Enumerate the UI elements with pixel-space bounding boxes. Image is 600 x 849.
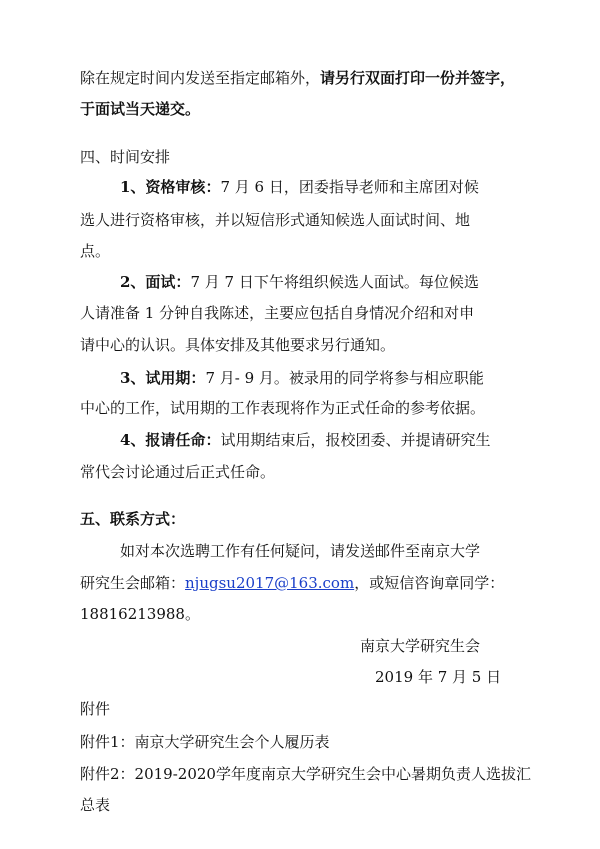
attachments-title: 附件 — [80, 700, 111, 718]
item-1-line-3: 点。 — [80, 242, 111, 260]
section-5-heading: 五、联系方式： — [80, 510, 186, 528]
signature-date: 2019 年 7 月 5 日 — [375, 668, 502, 686]
intro-line-2: 于面试当天递交。 — [80, 100, 201, 118]
item-4-label: 4、报请任命： — [120, 431, 221, 449]
email-link[interactable]: njugsu2017@163.com — [185, 574, 355, 592]
item-3-label: 3、试用期： — [120, 369, 206, 387]
intro-text: 除在规定时间内发送至指定邮箱外， — [80, 69, 321, 87]
section-4-heading: 四、时间安排 — [80, 148, 171, 166]
item-2-line-2: 人请准备 1 分钟自我陈述，主要应包括自身情况介绍和对申 — [80, 304, 475, 322]
item-1-label: 1、资格审核： — [120, 178, 221, 196]
contact-phone: 18816213988。 — [80, 605, 200, 623]
contact-line-1: 如对本次选聘工作有任何疑问，请发送邮件至南京大学 — [120, 542, 481, 560]
attachment-2-line-2: 总表 — [80, 796, 111, 814]
signature-org: 南京大学研究生会 — [360, 637, 481, 655]
item-4-line-1: 4、报请任命：试用期结束后，报校团委、并提请研究生 — [120, 431, 491, 449]
intro-emphasis: 请另行双面打印一份并签字， — [320, 69, 516, 87]
item-3-line-2: 中心的工作，试用期的工作表现将作为正式任命的参考依据。 — [80, 399, 486, 417]
item-3-line-1: 3、试用期：7 月- 9 月。被录用的同学将参与相应职能 — [120, 369, 484, 387]
attachment-1: 附件1：南京大学研究生会个人履历表 — [80, 733, 330, 751]
intro-line-1 — [80, 68, 515, 88]
contact-line-2: 研究生会邮箱：njugsu2017@163.com，或短信咨询章同学： — [80, 574, 505, 592]
item-2-line-3: 请中心的认识。具体安排及其他要求另行通知。 — [80, 336, 396, 354]
item-1-line-1: 1、资格审核：7 月 6 日，团委指导老师和主席团对候 — [120, 178, 479, 196]
item-2-label: 2、面试： — [120, 273, 191, 291]
item-2-line-1: 2、面试：7 月 7 日下午将组织候选人面试。每位候选 — [120, 273, 479, 291]
item-1-line-2: 选人进行资格审核，并以短信形式通知候选人面试时间、地 — [80, 211, 471, 229]
item-4-line-2: 常代会讨论通过后正式任命。 — [80, 463, 276, 481]
attachment-2-line-1: 附件2：2019-2020学年度南京大学研究生会中心暑期负责人选拔汇 — [80, 765, 531, 783]
